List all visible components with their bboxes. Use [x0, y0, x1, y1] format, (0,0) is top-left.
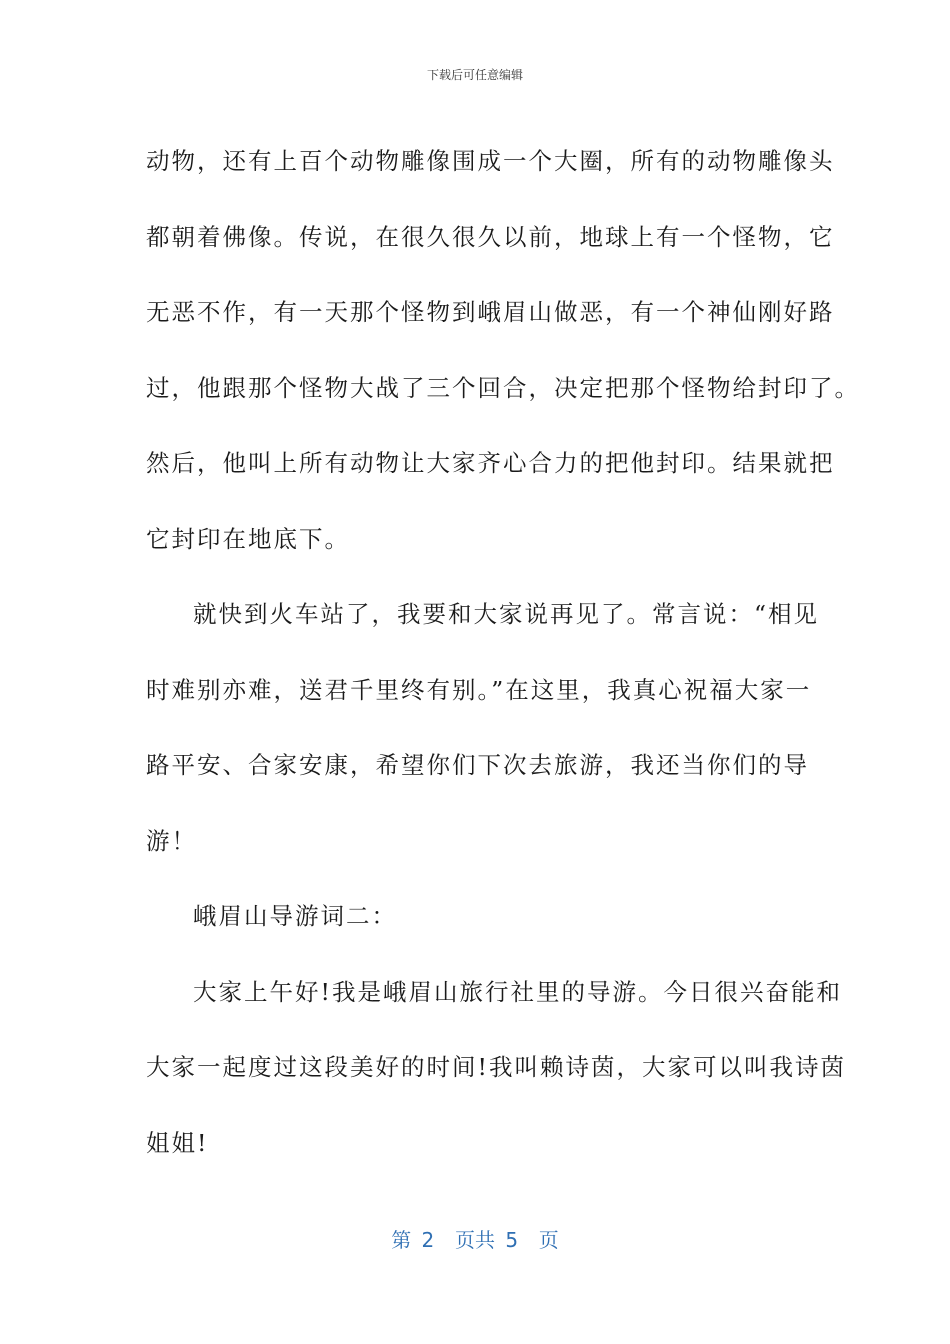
- document-body: [146, 124, 860, 1181]
- text-line: 动物，还有上百个动物雕像围成一个大圈，所有的动物雕像头: [146, 147, 835, 175]
- text-line: 过，他跟那个怪物大战了三个回合，决定把那个怪物给封印了。: [146, 373, 860, 402]
- text-line: 大家一起度过这段美好的时间!我叫赖诗茵，大家可以叫我诗茵: [146, 1053, 846, 1081]
- page-number: 第 2 页共 5 页: [391, 1228, 559, 1252]
- text-line: 都朝着佛像。传说，在很久很久以前，地球上有一个怪物，它: [146, 222, 835, 251]
- text-line: 无恶不作，有一天那个怪物到峨眉山做恶，有一个神仙刚好路: [146, 298, 835, 326]
- page-footer: [0, 1224, 950, 1253]
- text-line: 姐姐!: [146, 1128, 209, 1157]
- text-line: 游！: [146, 826, 197, 855]
- text-line: 路平安、合家安康，希望你们下次去旅游，我还当你们的导: [146, 751, 809, 779]
- section-heading: 峨眉山导游词二：: [193, 902, 397, 930]
- text-line: 然后，他叫上所有动物让大家齐心合力的把他封印。结果就把: [146, 449, 835, 477]
- paragraph-start-line: 就快到火车站了，我要和大家说再见了。常言说：“相见: [193, 600, 820, 628]
- text-line: 它封印在地底下。: [146, 524, 350, 553]
- page-header: 下载后可任意编辑: [426, 68, 523, 82]
- paragraph-start-line: 大家上午好!我是峨眉山旅行社里的导游。今日很兴奋能和: [193, 977, 842, 1006]
- text-line: 时难别亦难，送君千里终有别。”在这里，我真心祝福大家一: [146, 675, 812, 704]
